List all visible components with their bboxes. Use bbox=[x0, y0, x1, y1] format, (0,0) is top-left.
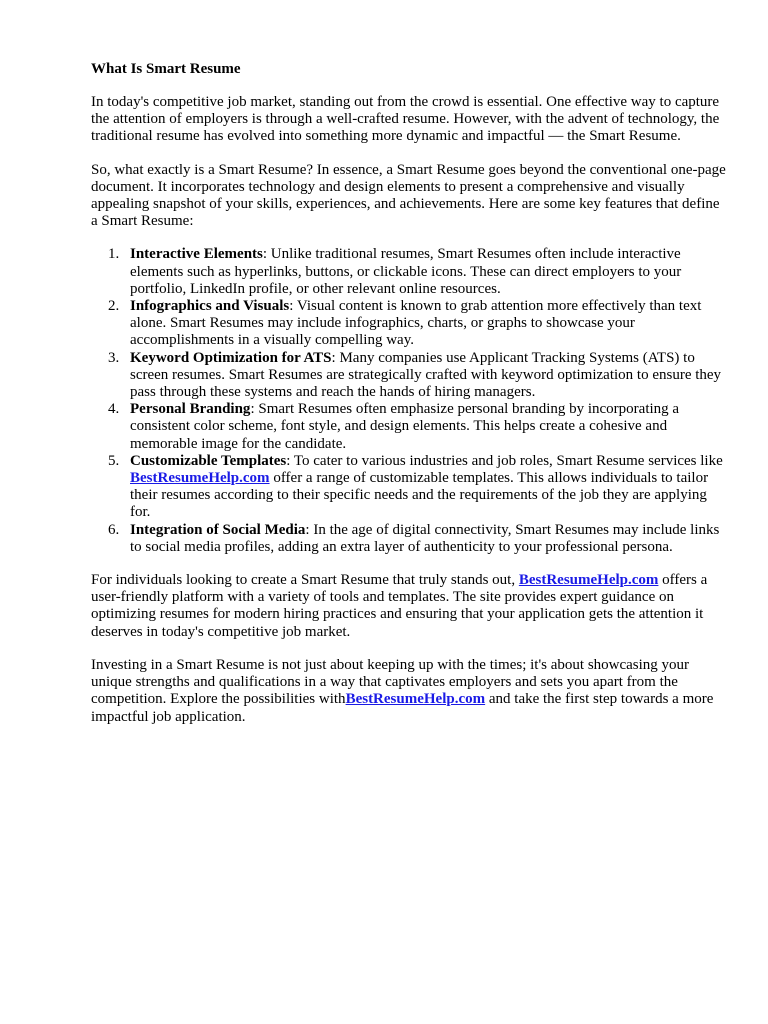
recommendation-paragraph bbox=[91, 572, 727, 641]
feature-number: 6. bbox=[108, 521, 120, 538]
feature-description: : Visual content is known to grab attention more effectively than text alone. Smart Resumes may include infographics, charts, or graphs to showcase your accomplishments in a visually compelling way. bbox=[130, 298, 702, 349]
feature-number: 5. bbox=[108, 452, 120, 469]
feature-description: : Unlike traditional resumes, Smart Resumes often include interactive elements such as hyperlinks, buttons, or clickable icons. These can direct employers to your portfolio, LinkedIn profile, or other relevant online resources. bbox=[130, 246, 682, 297]
feature-number: 4. bbox=[108, 401, 120, 418]
feature-number: 2. bbox=[108, 298, 120, 315]
feature-item bbox=[91, 401, 727, 453]
feature-term: Infographics and Visuals bbox=[130, 298, 290, 315]
feature-term: Interactive Elements bbox=[130, 246, 263, 263]
feature-description: : To cater to various industries and job roles, Smart Resume services like bbox=[286, 452, 723, 469]
feature-term: Personal Branding bbox=[130, 401, 251, 418]
closing-text: and take the first step towards a more impactful job application. bbox=[91, 691, 714, 725]
closing-paragraph bbox=[91, 657, 727, 726]
bestresumehelp-link[interactable]: BestResumeHelp.com bbox=[345, 691, 486, 708]
recommendation-text: offers a user-friendly platform with a variety of tools and templates. The site provides expert guidance on optimizing resumes for modern hiring practices and ensuring that your application gets the attention it deserves in today's competitive job market. bbox=[91, 572, 708, 640]
page-title: What Is Smart Resume bbox=[91, 61, 241, 77]
feature-list bbox=[91, 246, 727, 556]
feature-term: Integration of Social Media bbox=[130, 521, 306, 538]
definition-paragraph: So, what exactly is a Smart Resume? In essence, a Smart Resume goes beyond the conventional one-page document. It incorporates technology and design elements to present a comprehensive and visually appealing snapshot of your skills, experiences, and achievements. Here are some key features that define a Smart Resume: bbox=[91, 161, 726, 230]
feature-item bbox=[91, 453, 727, 522]
feature-number: 3. bbox=[108, 349, 120, 366]
feature-term: Keyword Optimization for ATS bbox=[130, 349, 332, 366]
closing-text: Investing in a Smart Resume is not just about keeping up with the times; it's about showcasing your unique strengths and qualifications in a way that captivates employers and sets you apart from the competition. Explore the possibilities with bbox=[91, 656, 690, 708]
feature-description: offer a range of customizable templates. This allows individuals to tailor their resumes according to their specific needs and the requirements of the job they are applying for. bbox=[130, 470, 709, 521]
feature-term: Customizable Templates bbox=[130, 452, 287, 469]
bestresumehelp-link[interactable]: BestResumeHelp.com bbox=[130, 470, 270, 487]
feature-item bbox=[91, 298, 727, 350]
bestresumehelp-link[interactable]: BestResumeHelp.com bbox=[518, 572, 659, 589]
feature-number: 1. bbox=[108, 246, 120, 263]
feature-description: : Many companies use Applicant Tracking Systems (ATS) to screen resumes. Smart Resumes are strategically crafted with keyword optimization to ensure they pass through these systems and reach the hands of hiring managers. bbox=[130, 349, 722, 401]
recommendation-text: For individuals looking to create a Smart Resume that truly stands out, bbox=[91, 572, 519, 589]
feature-description: : In the age of digital connectivity, Smart Resumes may include links to social media profiles, adding an extra layer of authenticity to your professional persona. bbox=[130, 521, 720, 555]
feature-description: : Smart Resumes often emphasize personal branding by incorporating a consistent color scheme, font style, and design elements. This helps create a cohesive and memorable image for the candidate. bbox=[130, 401, 680, 452]
feature-item bbox=[91, 350, 727, 402]
intro-paragraph: In today's competitive job market, standing out from the crowd is essential. One effective way to capture the attention of employers is through a well-crafted resume. However, with the advent of technology, the traditional resume has evolved into something more dynamic and impactful — the Smart Resume. bbox=[91, 94, 720, 145]
feature-item bbox=[91, 522, 727, 556]
feature-item bbox=[91, 246, 727, 298]
